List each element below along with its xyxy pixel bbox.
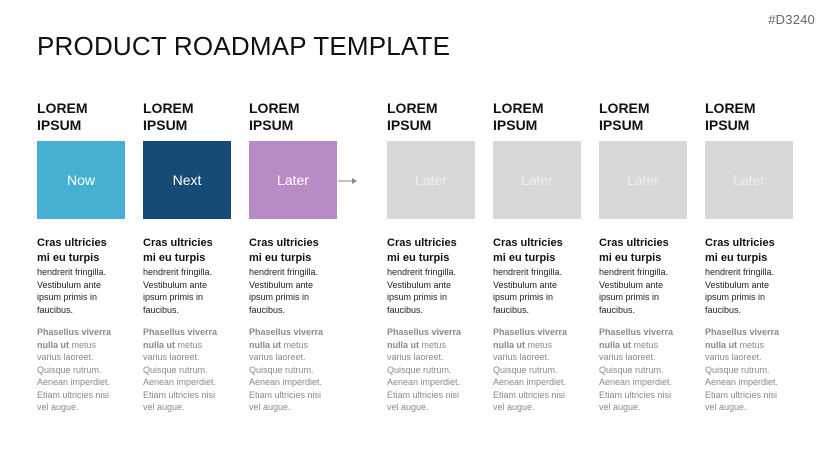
page-title: PRODUCT ROADMAP TEMPLATE bbox=[37, 31, 451, 61]
extra-bold-text: Phasellus viverra nulla ut bbox=[599, 327, 674, 350]
phase-box-next bbox=[143, 141, 231, 219]
description-extra bbox=[37, 326, 125, 414]
description-title: Cras ultricies mi eu turpis bbox=[493, 237, 563, 264]
description-title: Cras ultricies mi eu turpis bbox=[387, 237, 457, 264]
description-body: hendrerit fringilla. Vestibulum ante ipsum primis in faucibus. bbox=[249, 267, 319, 315]
phase-label: Later bbox=[277, 172, 309, 188]
phase-label: Later bbox=[521, 172, 553, 188]
extra-text: metus varius laoreet. Quisque rutrum. Aenean imperdiet. Etiam ultricies nisi vel augue. bbox=[249, 339, 323, 412]
column-heading: LOREM IPSUM bbox=[37, 100, 88, 133]
extra-bold-text: Phasellus viverra nulla ut bbox=[493, 327, 568, 350]
extra-bold-text: Phasellus viverra nulla ut bbox=[387, 327, 462, 350]
column-heading: LOREM IPSUM bbox=[599, 100, 650, 133]
description-extra bbox=[705, 326, 793, 414]
phase-box-later-placeholder bbox=[599, 141, 687, 219]
phase-label: Next bbox=[172, 172, 202, 188]
description-extra bbox=[493, 326, 581, 414]
description-extra bbox=[387, 326, 475, 414]
column-heading: LOREM IPSUM bbox=[249, 100, 300, 133]
extra-text: metus varius laoreet. Quisque rutrum. Aenean imperdiet. Etiam ultricies nisi vel augue. bbox=[493, 339, 567, 412]
roadmap-column-2 bbox=[143, 100, 231, 414]
extra-bold-text: Phasellus viverra nulla ut bbox=[143, 327, 218, 350]
description-extra bbox=[143, 326, 231, 414]
extra-text: metus varius laoreet. Quisque rutrum. Aenean imperdiet. Etiam ultricies nisi vel augue. bbox=[143, 339, 217, 412]
description-body: hendrerit fringilla. Vestibulum ante ipsum primis in faucibus. bbox=[387, 267, 457, 315]
description-extra bbox=[599, 326, 687, 414]
phase-label: Later bbox=[415, 172, 447, 188]
description-title: Cras ultricies mi eu turpis bbox=[249, 237, 319, 264]
extra-text: metus varius laoreet. Quisque rutrum. Aenean imperdiet. Etiam ultricies nisi vel augue. bbox=[37, 339, 111, 412]
phase-box-now bbox=[37, 141, 125, 219]
description-body: hendrerit fringilla. Vestibulum ante ipsum primis in faucibus. bbox=[599, 267, 669, 315]
description-title: Cras ultricies mi eu turpis bbox=[705, 237, 775, 264]
extra-text: metus varius laoreet. Quisque rutrum. Aenean imperdiet. Etiam ultricies nisi vel augue. bbox=[705, 339, 779, 412]
arrow-right-icon bbox=[338, 176, 358, 186]
description-body: hendrerit fringilla. Vestibulum ante ipsum primis in faucibus. bbox=[143, 267, 213, 315]
roadmap-column-6 bbox=[599, 100, 687, 414]
description-body: hendrerit fringilla. Vestibulum ante ipsum primis in faucibus. bbox=[705, 267, 775, 315]
phase-label: Now bbox=[66, 172, 95, 188]
phase-box-later-placeholder bbox=[387, 141, 475, 219]
column-heading: LOREM IPSUM bbox=[705, 100, 756, 133]
description-title: Cras ultricies mi eu turpis bbox=[599, 237, 669, 264]
description-title: Cras ultricies mi eu turpis bbox=[143, 237, 213, 264]
extra-text: metus varius laoreet. Quisque rutrum. Aenean imperdiet. Etiam ultricies nisi vel augue. bbox=[599, 339, 673, 412]
column-heading: LOREM IPSUM bbox=[493, 100, 544, 133]
phase-label: Later bbox=[627, 172, 659, 188]
description-title: Cras ultricies mi eu turpis bbox=[37, 237, 107, 264]
column-heading: LOREM IPSUM bbox=[387, 100, 438, 133]
document-code: #D3240 bbox=[768, 12, 815, 27]
roadmap-column-5 bbox=[493, 100, 581, 414]
phase-box-later bbox=[249, 141, 337, 219]
description-body: hendrerit fringilla. Vestibulum ante ipsum primis in faucibus. bbox=[37, 267, 107, 315]
extra-bold-text: Phasellus viverra nulla ut bbox=[705, 327, 780, 350]
phase-box-later-placeholder bbox=[493, 141, 581, 219]
extra-bold-text: Phasellus viverra nulla ut bbox=[37, 327, 112, 350]
description-extra bbox=[249, 326, 337, 414]
extra-text: metus varius laoreet. Quisque rutrum. Aenean imperdiet. Etiam ultricies nisi vel augue. bbox=[387, 339, 461, 412]
roadmap-column-1 bbox=[37, 100, 125, 414]
roadmap-column-3 bbox=[249, 100, 337, 414]
phase-label: Later bbox=[733, 172, 765, 188]
column-heading: LOREM IPSUM bbox=[143, 100, 194, 133]
roadmap-column-4 bbox=[387, 100, 475, 414]
description-body: hendrerit fringilla. Vestibulum ante ipsum primis in faucibus. bbox=[493, 267, 563, 315]
phase-box-later-placeholder bbox=[705, 141, 793, 219]
roadmap-column-7 bbox=[705, 100, 793, 414]
extra-bold-text: Phasellus viverra nulla ut bbox=[249, 327, 324, 350]
